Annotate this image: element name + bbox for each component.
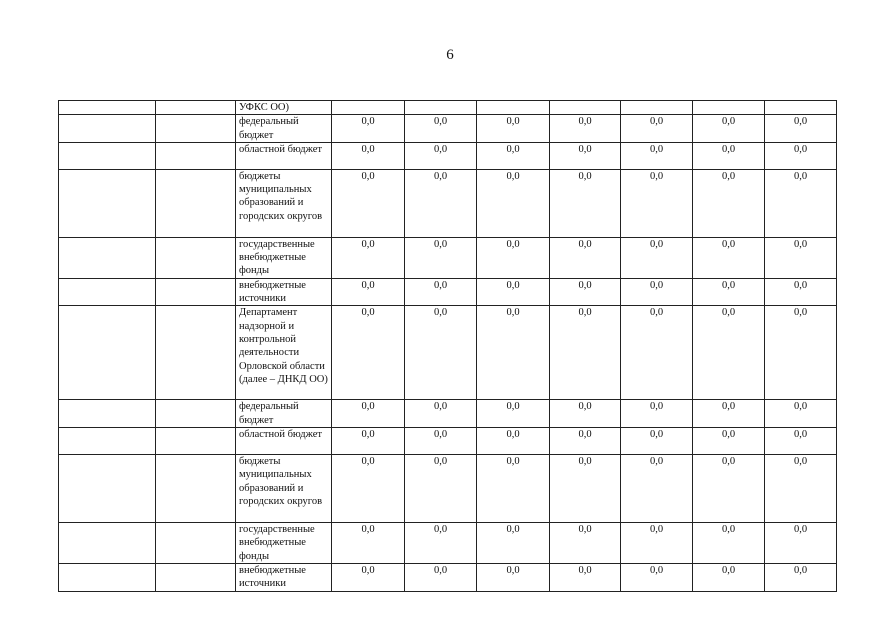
value-text: 0,0 [506, 143, 520, 155]
value-cell [550, 523, 621, 564]
value-cell [550, 278, 621, 306]
table-row [59, 428, 837, 455]
empty-cell [59, 428, 156, 455]
value-cell [332, 142, 405, 169]
value-text: 0,0 [793, 456, 808, 468]
value-text: 0,0 [721, 116, 736, 128]
value-text: 0,0 [361, 565, 375, 577]
value-text: 0,0 [721, 565, 736, 577]
value-cell [332, 455, 405, 523]
value-text: 0,0 [578, 429, 592, 441]
value-cell [621, 169, 693, 237]
value-text: 0,0 [578, 170, 592, 182]
value-text: 0,0 [793, 238, 808, 250]
value-cell [765, 428, 837, 455]
value-text: 0,0 [649, 429, 664, 441]
value-cell [405, 115, 477, 143]
row-label: государственные внебюджетные фонды [236, 523, 332, 564]
value-cell [405, 455, 477, 523]
table-row [59, 142, 837, 169]
value-text: 0,0 [361, 456, 375, 468]
value-cell [477, 278, 550, 306]
value-text: 0,0 [361, 238, 375, 250]
table-row [59, 306, 837, 400]
value-text: 0,0 [793, 143, 808, 155]
budget-table [58, 100, 837, 592]
empty-cell [156, 115, 236, 143]
value-cell [693, 564, 765, 592]
value-text: 0,0 [649, 170, 664, 182]
value-text: 0,0 [578, 143, 592, 155]
value-text: 0,0 [721, 524, 736, 536]
value-cell [693, 169, 765, 237]
value-text: 0,0 [793, 116, 808, 128]
empty-cell [59, 142, 156, 169]
value-text: 0,0 [721, 170, 736, 182]
empty-cell [59, 400, 156, 428]
value-cell [332, 237, 405, 278]
value-text: 0,0 [361, 143, 375, 155]
value-cell [693, 237, 765, 278]
value-text: 0,0 [506, 307, 520, 319]
value-text: 0,0 [649, 279, 664, 291]
value-text: 0,0 [649, 456, 664, 468]
value-text: 0,0 [361, 279, 375, 291]
table-row [59, 278, 837, 306]
value-text: 0,0 [578, 307, 592, 319]
table-row [59, 523, 837, 564]
value-text: 0,0 [578, 238, 592, 250]
value-cell [405, 101, 477, 115]
value-text: 0,0 [793, 401, 808, 413]
value-cell [332, 523, 405, 564]
value-text: 0,0 [649, 143, 664, 155]
value-cell [693, 306, 765, 400]
value-cell [765, 101, 837, 115]
row-label: УФКС ОО) [236, 101, 332, 115]
value-cell [550, 115, 621, 143]
value-cell [693, 278, 765, 306]
value-cell [405, 142, 477, 169]
value-text: 0,0 [721, 307, 736, 319]
empty-cell [156, 455, 236, 523]
value-cell [477, 400, 550, 428]
value-cell [765, 400, 837, 428]
row-label: государственные внебюджетные фонды [236, 237, 332, 278]
value-cell [550, 169, 621, 237]
value-text: 0,0 [721, 401, 736, 413]
value-cell [621, 278, 693, 306]
value-cell [621, 455, 693, 523]
empty-cell [59, 523, 156, 564]
value-text: 0,0 [649, 307, 664, 319]
empty-cell [156, 278, 236, 306]
value-text: 0,0 [578, 456, 592, 468]
value-text: 0,0 [506, 401, 520, 413]
value-cell [550, 428, 621, 455]
value-cell [765, 142, 837, 169]
empty-cell [156, 523, 236, 564]
value-text: 0,0 [793, 170, 808, 182]
empty-cell [59, 278, 156, 306]
value-cell [477, 142, 550, 169]
value-text: 0,0 [506, 116, 520, 128]
value-text: 0,0 [793, 429, 808, 441]
table-body [59, 101, 837, 592]
value-cell [477, 115, 550, 143]
empty-cell [59, 564, 156, 592]
value-cell [477, 455, 550, 523]
row-label: областной бюджет [236, 142, 332, 169]
value-text: 0,0 [433, 307, 448, 319]
empty-cell [156, 428, 236, 455]
value-cell [550, 306, 621, 400]
value-text: 0,0 [721, 279, 736, 291]
row-label: федеральный бюджет [236, 115, 332, 143]
value-text: 0,0 [433, 565, 448, 577]
value-cell [693, 101, 765, 115]
value-cell [621, 101, 693, 115]
empty-cell [156, 564, 236, 592]
value-cell [621, 306, 693, 400]
value-cell [332, 400, 405, 428]
value-cell [405, 428, 477, 455]
value-text: 0,0 [649, 524, 664, 536]
value-cell [693, 523, 765, 564]
value-cell [765, 278, 837, 306]
value-cell [765, 237, 837, 278]
value-cell [405, 564, 477, 592]
row-label: бюджеты муниципальных образований и городских округов [236, 169, 332, 237]
value-cell [621, 428, 693, 455]
value-cell [332, 115, 405, 143]
value-text: 0,0 [433, 456, 448, 468]
value-cell [621, 115, 693, 143]
value-cell [693, 455, 765, 523]
value-text: 0,0 [506, 238, 520, 250]
value-cell [477, 523, 550, 564]
value-cell [477, 428, 550, 455]
value-text: 0,0 [793, 279, 808, 291]
value-text: 0,0 [361, 429, 375, 441]
empty-cell [59, 169, 156, 237]
value-text: 0,0 [721, 238, 736, 250]
value-cell [332, 101, 405, 115]
value-cell [405, 306, 477, 400]
value-text: 0,0 [506, 565, 520, 577]
value-cell [765, 455, 837, 523]
value-cell [477, 564, 550, 592]
value-cell [765, 306, 837, 400]
value-text: 0,0 [506, 170, 520, 182]
value-cell [550, 237, 621, 278]
table-row [59, 115, 837, 143]
value-cell [621, 400, 693, 428]
value-cell [693, 142, 765, 169]
value-text: 0,0 [793, 307, 808, 319]
value-text: 0,0 [578, 401, 592, 413]
empty-cell [156, 306, 236, 400]
value-cell [405, 237, 477, 278]
value-cell [332, 306, 405, 400]
value-text: 0,0 [721, 456, 736, 468]
table-row [59, 564, 837, 592]
value-cell [765, 115, 837, 143]
table-row [59, 237, 837, 278]
value-cell [332, 169, 405, 237]
row-label: внебюджетные источники [236, 278, 332, 306]
value-cell [332, 564, 405, 592]
value-text: 0,0 [433, 116, 448, 128]
empty-cell [59, 455, 156, 523]
empty-cell [59, 115, 156, 143]
value-cell [693, 400, 765, 428]
value-cell [550, 564, 621, 592]
value-cell [332, 428, 405, 455]
value-cell [621, 142, 693, 169]
value-cell [477, 101, 550, 115]
value-text: 0,0 [578, 565, 592, 577]
value-cell [405, 523, 477, 564]
value-text: 0,0 [433, 429, 448, 441]
empty-cell [156, 400, 236, 428]
value-text: 0,0 [721, 429, 736, 441]
value-text: 0,0 [793, 524, 808, 536]
empty-cell [59, 101, 156, 115]
value-cell [550, 142, 621, 169]
value-text: 0,0 [649, 116, 664, 128]
value-cell [550, 400, 621, 428]
value-cell [621, 564, 693, 592]
value-text: 0,0 [793, 565, 808, 577]
value-cell [405, 400, 477, 428]
empty-cell [156, 101, 236, 115]
page-number: 6 [446, 47, 454, 63]
row-label: внебюджетные источники [236, 564, 332, 592]
value-text: 0,0 [506, 429, 520, 441]
empty-cell [59, 306, 156, 400]
value-cell [477, 237, 550, 278]
value-text: 0,0 [433, 238, 448, 250]
value-cell [332, 278, 405, 306]
value-text: 0,0 [649, 565, 664, 577]
value-text: 0,0 [649, 238, 664, 250]
value-cell [765, 564, 837, 592]
table-row [59, 169, 837, 237]
empty-cell [156, 169, 236, 237]
table-row [59, 455, 837, 523]
value-text: 0,0 [433, 143, 448, 155]
value-cell [550, 101, 621, 115]
table-row [59, 400, 837, 428]
value-cell [405, 278, 477, 306]
value-cell [765, 523, 837, 564]
value-text: 0,0 [361, 401, 375, 413]
row-label: областной бюджет [236, 428, 332, 455]
value-text: 0,0 [361, 307, 375, 319]
value-text: 0,0 [361, 116, 375, 128]
value-text: 0,0 [506, 524, 520, 536]
value-text: 0,0 [361, 170, 375, 182]
value-text: 0,0 [578, 279, 592, 291]
value-text: 0,0 [506, 456, 520, 468]
empty-cell [156, 142, 236, 169]
value-cell [693, 428, 765, 455]
value-cell [405, 169, 477, 237]
row-label: Департамент надзорной и контрольной деятельности Орловской области (далее – ДНКД ОО) [236, 306, 332, 400]
table-row [59, 101, 837, 115]
value-text: 0,0 [578, 116, 592, 128]
empty-cell [156, 237, 236, 278]
value-cell [621, 523, 693, 564]
value-text: 0,0 [433, 170, 448, 182]
value-text: 0,0 [433, 279, 448, 291]
value-cell [693, 115, 765, 143]
value-text: 0,0 [433, 524, 448, 536]
value-text: 0,0 [649, 401, 664, 413]
empty-cell [59, 237, 156, 278]
value-text: 0,0 [433, 401, 448, 413]
value-text: 0,0 [578, 524, 592, 536]
value-cell [477, 306, 550, 400]
row-label: федеральный бюджет [236, 400, 332, 428]
value-cell [621, 237, 693, 278]
value-text: 0,0 [721, 143, 736, 155]
value-text: 0,0 [506, 279, 520, 291]
row-label: бюджеты муниципальных образований и городских округов [236, 455, 332, 523]
value-text: 0,0 [361, 524, 375, 536]
value-cell [477, 169, 550, 237]
value-cell [765, 169, 837, 237]
value-cell [550, 455, 621, 523]
